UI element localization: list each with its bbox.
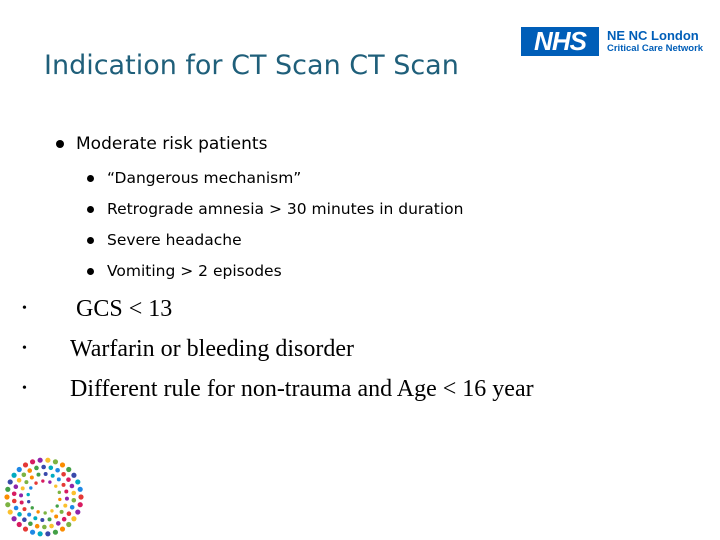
wreath-dot — [51, 474, 55, 478]
wreath-dot — [66, 477, 71, 482]
wreath-dot — [41, 465, 46, 470]
wreath-dot — [63, 504, 67, 508]
sub-bullet-text: Severe headache — [107, 231, 242, 249]
wreath-dot — [45, 458, 50, 463]
wreath-dot — [53, 530, 58, 535]
wreath-dot — [5, 487, 10, 492]
wreath-dot — [48, 480, 51, 483]
wreath-dot — [53, 459, 58, 464]
wreath-dot — [54, 484, 57, 487]
wreath-dot — [34, 466, 39, 471]
sub-bullet-2 — [87, 200, 464, 218]
wreath-dot — [70, 484, 75, 489]
wreath-dot — [12, 499, 17, 504]
wreath-dot — [14, 484, 19, 489]
wreath-dot — [70, 505, 75, 510]
bullet-dot-icon — [87, 237, 94, 244]
wreath-dot — [8, 509, 13, 514]
wreath-dot — [48, 517, 52, 521]
wreath-dot — [30, 530, 35, 535]
wreath-dot — [58, 491, 61, 494]
wreath-dot — [67, 511, 72, 516]
wreath-dot — [36, 473, 40, 477]
wreath-dot — [24, 480, 28, 484]
nhs-logo-text — [607, 28, 703, 55]
wreath-dot — [75, 509, 80, 514]
wreath-dot — [4, 494, 9, 499]
sub-bullet-3 — [87, 231, 242, 249]
wreath-dot — [62, 517, 67, 522]
wreath-dot — [66, 467, 71, 472]
wreath-dot — [17, 478, 22, 483]
main-bullet-warfarin — [22, 336, 354, 363]
logo-line-1: NE NC London — [607, 28, 699, 43]
wreath-dot — [28, 521, 33, 526]
logo-line-2: Critical Care Network — [607, 43, 704, 54]
wreath-dot — [33, 516, 37, 520]
main-bullet-text: Different rule for non-trauma and Age < 16 year — [70, 376, 534, 402]
wreath-dot — [56, 521, 61, 526]
wreath-dot — [5, 502, 10, 507]
wreath-dot — [23, 462, 28, 467]
wreath-dot — [50, 509, 53, 512]
wreath-dot — [22, 507, 26, 511]
wreath-dot — [30, 459, 35, 464]
wreath-dot — [38, 531, 43, 536]
main-bullet-text: Warfarin or bleeding disorder — [70, 336, 354, 362]
wreath-dot — [55, 504, 58, 507]
wreath-dot — [62, 483, 66, 487]
nhs-logo-mark: NHS — [521, 27, 599, 56]
wreath-dot — [60, 462, 65, 467]
wreath-dot — [36, 510, 39, 513]
wreath-dot — [12, 491, 17, 496]
bullet-dot-icon — [87, 206, 94, 213]
wreath-dot — [40, 518, 44, 522]
dotted-circle-wreath-icon — [2, 455, 86, 539]
wreath-dot — [34, 481, 37, 484]
bullet-text: Moderate risk patients — [76, 134, 268, 154]
wreath-dot — [27, 500, 30, 503]
bullet-dot-icon — [87, 175, 94, 182]
wreath-dot — [20, 501, 24, 505]
wreath-dot — [71, 473, 76, 478]
wreath-dot — [27, 513, 31, 517]
wreath-dot — [14, 506, 19, 511]
sub-bullet-text: Vomiting > 2 episodes — [107, 262, 282, 280]
nhs-logo — [521, 27, 703, 56]
wreath-dot — [78, 502, 83, 507]
wreath-dot — [17, 512, 22, 517]
wreath-dot — [38, 458, 43, 463]
wreath-dot — [30, 475, 34, 479]
sub-bullet-1 — [87, 169, 301, 187]
wreath-dot — [78, 494, 83, 499]
wreath-dot — [61, 472, 66, 477]
wreath-dot — [35, 524, 40, 529]
wreath-dot — [23, 526, 28, 531]
wreath-dot — [75, 479, 80, 484]
wreath-dot — [64, 489, 68, 493]
wreath-dot — [29, 486, 32, 489]
wreath-dot — [71, 516, 76, 521]
wreath-dot — [58, 498, 61, 501]
main-bullet-text: GCS < 13 — [76, 296, 173, 322]
wreath-dot — [41, 479, 44, 482]
wreath-dot — [71, 491, 76, 496]
wreath-dot — [21, 486, 25, 490]
wreath-dot — [26, 493, 29, 496]
wreath-dot — [42, 525, 47, 530]
wreath-dot — [49, 465, 54, 470]
wreath-dot — [27, 468, 32, 473]
wreath-dot — [43, 511, 46, 514]
wreath-dot — [65, 497, 69, 501]
wreath-dot — [54, 515, 58, 519]
wreath-dot — [49, 524, 54, 529]
bullet-dot-icon — [56, 140, 64, 148]
wreath-dot — [55, 468, 60, 473]
wreath-dot — [45, 531, 50, 536]
bullet-marker: • — [22, 341, 27, 356]
bullet-marker: • — [22, 301, 27, 316]
wreath-dot — [22, 517, 27, 522]
sub-bullet-text: Retrograde amnesia > 30 minutes in duration — [107, 200, 464, 218]
wreath-dot — [17, 467, 22, 472]
wreath-dot — [22, 472, 27, 477]
wreath-dot — [17, 522, 22, 527]
wreath-dot — [57, 477, 61, 481]
slide-title: Indication for CT Scan CT Scan — [44, 50, 459, 81]
wreath-dot — [66, 522, 71, 527]
wreath-dot — [8, 479, 13, 484]
bullet-marker: • — [22, 381, 27, 396]
bullet-dot-icon — [87, 268, 94, 275]
wreath-dot — [78, 487, 83, 492]
wreath-dot — [11, 516, 16, 521]
wreath-dot — [31, 506, 34, 509]
wreath-dot — [44, 472, 48, 476]
wreath-dot — [60, 510, 64, 514]
wreath-dot — [19, 493, 23, 497]
wreath-dot — [72, 498, 77, 503]
wreath-dot — [60, 526, 65, 531]
sub-bullet-text: “Dangerous mechanism” — [107, 169, 302, 187]
main-bullet-different-rule — [22, 376, 534, 403]
bullet-moderate-risk — [56, 134, 267, 154]
main-bullet-gcs — [22, 296, 172, 323]
sub-bullet-4 — [87, 262, 282, 280]
wreath-dot — [11, 473, 16, 478]
